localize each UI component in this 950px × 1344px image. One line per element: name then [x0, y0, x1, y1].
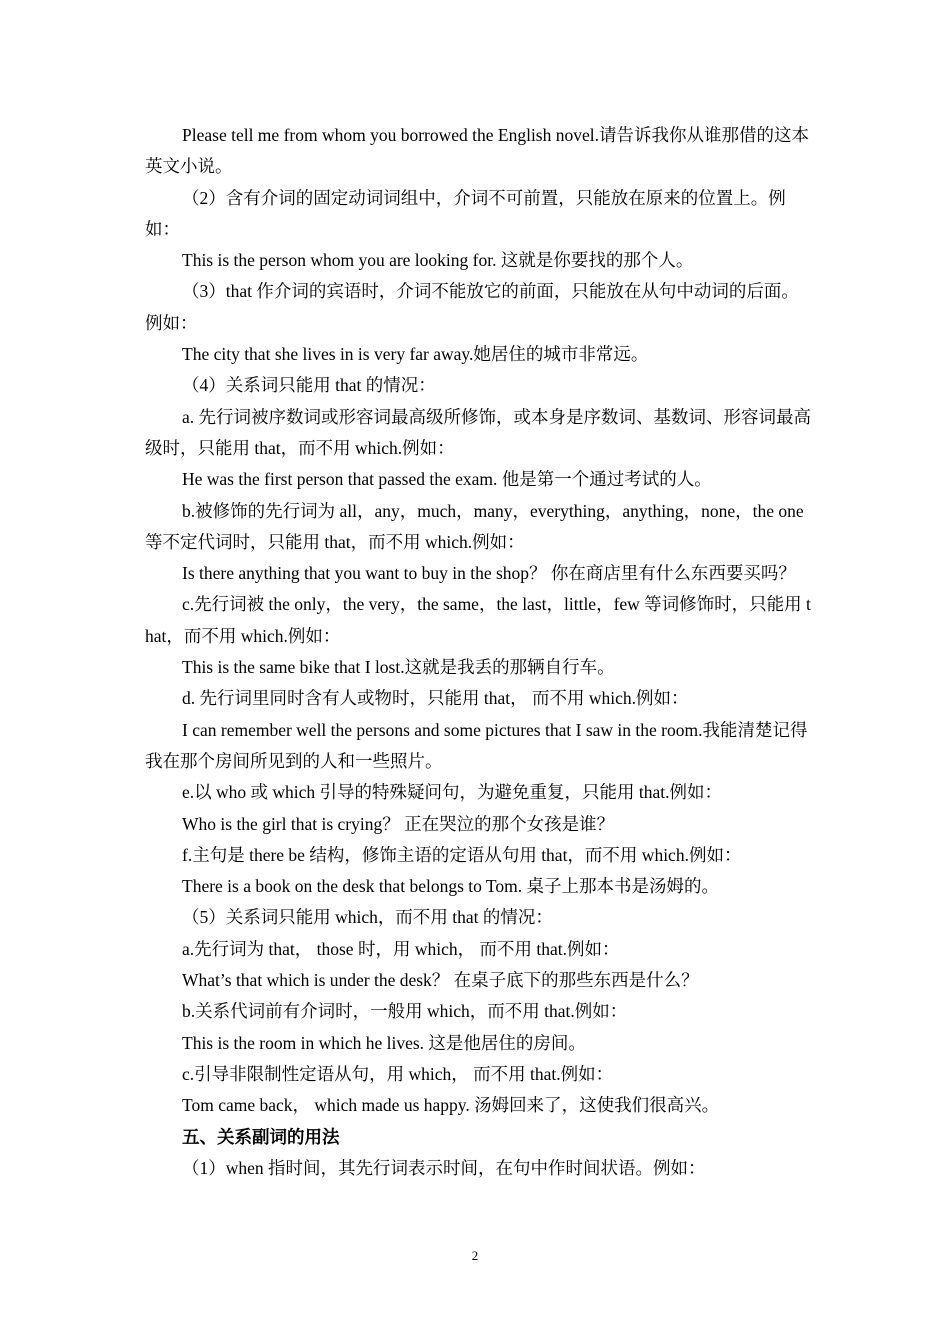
paragraph-11: c.先行词被 the only，the very，the same，the last，little，few 等词修饰时，只能用 that，而不用 which.例如：: [145, 594, 811, 646]
paragraph-17: f.主句是 there be 结构，修饰主语的定语从句用 that，而不用 which.例如：: [182, 844, 742, 865]
paragraph-24: c.引导非限制性定语从句，用 which， 而不用 that.例如：: [182, 1063, 614, 1084]
paragraph-25: Tom came back， which made us happy. 汤姆回来了，这使我们很高兴。: [182, 1095, 720, 1116]
paragraph-19: （5）关系词只能用 which，而不用 that 的情况：: [182, 907, 553, 928]
paragraph-4: （3）that 作介词的宾语时，介词不能放它的前面，只能放在从句中动词的后面。例如：: [145, 281, 799, 333]
page-number: 2: [471, 1248, 479, 1263]
paragraph-14: I can remember well the persons and some pictures that I saw in the room.我能清楚记得我在那个房间所见到的人和一些照片。: [145, 719, 808, 771]
page-content: [145, 120, 813, 1184]
paragraph-2: （2）含有介词的固定动词词组中，介词不可前置，只能放在原来的位置上。例如：: [145, 187, 786, 239]
paragraph-7: a. 先行词被序数词或形容词最高级所修饰，或本身是序数词、基数词、形容词最高级时，只能用 that，而不用 which.例如：: [145, 406, 812, 458]
paragraph-23: This is the room in which he lives. 这是他居住的房间。: [182, 1032, 586, 1053]
paragraph-10: Is there anything that you want to buy in the shop？ 你在商店里有什么东西要买吗？: [182, 563, 796, 584]
paragraph-16: Who is the girl that is crying？ 正在哭泣的那个女孩是谁？: [182, 813, 615, 834]
paragraph-last: （1）when 指时间，其先行词表示时间，在句中作时间状语。例如：: [182, 1157, 706, 1178]
paragraph-13: d. 先行词里同时含有人或物时，只能用 that， 而不用 which.例如：: [182, 688, 689, 709]
paragraph-5: The city that she lives in is very far away.她居住的城市非常远。: [182, 344, 649, 365]
paragraph-6: （4）关系词只能用 that 的情况：: [182, 375, 436, 396]
paragraph-20: a.先行词为 that， those 时，用 which， 而不用 that.例如：: [182, 938, 620, 959]
paragraph-9: b.被修饰的先行词为 all，any，much，many，everything，anything，none，the one 等不定代词时，只能用 that，而不用 which.例如：: [145, 500, 804, 552]
paragraph-3: This is the person whom you are looking for. 这就是你要找的那个人。: [182, 250, 694, 271]
paragraph-8: He was the first person that passed the exam. 他是第一个通过考试的人。: [182, 469, 712, 490]
paragraph-22: b.关系代词前有介词时，一般用 which，而不用 that.例如：: [182, 1001, 628, 1022]
paragraph-12: This is the same bike that I lost.这就是我丢的那辆自行车。: [182, 657, 615, 678]
paragraph-1: Please tell me from whom you borrowed the English novel.请告诉我你从谁那借的这本英文小说。: [145, 125, 809, 177]
paragraph-15: e.以 who 或 which 引导的特殊疑问句，为避免重复，只能用 that.例如：: [182, 782, 723, 803]
paragraph-21: What’s that which is under the desk？ 在桌子底下的那些东西是什么？: [182, 970, 699, 991]
section-heading: 五、关系副词的用法: [182, 1126, 340, 1147]
paragraph-18: There is a book on the desk that belongs to Tom. 桌子上那本书是汤姆的。: [182, 876, 720, 897]
